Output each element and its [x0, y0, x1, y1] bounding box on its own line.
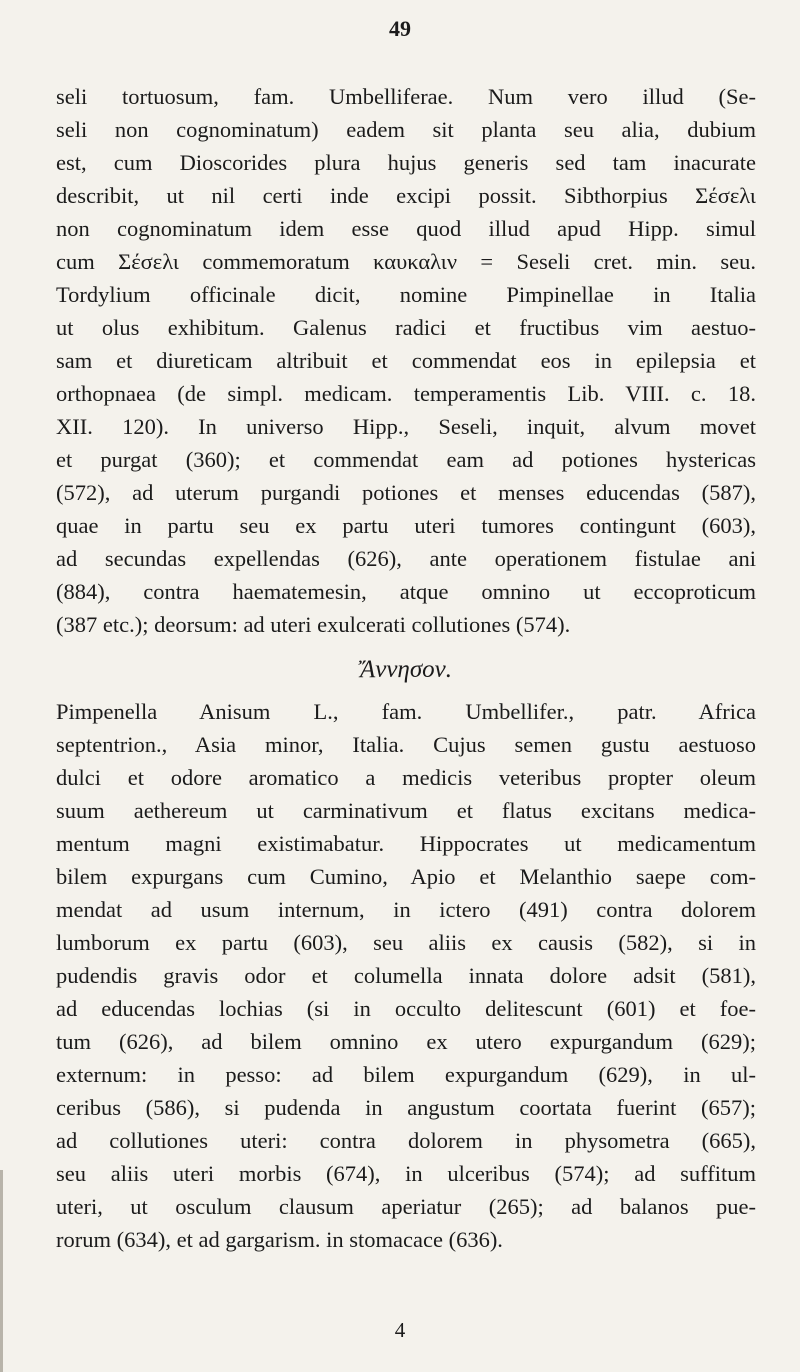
page-edge-shadow	[0, 1170, 3, 1372]
text-line: et purgat (360); et commendat eam ad potiones hystericas	[56, 447, 756, 472]
text-line: seli non cognominatum) eadem sit planta seu alia, dubium	[56, 117, 756, 142]
signature-mark: 4	[394, 1318, 406, 1342]
text-line: bilem expurgans cum Cumino, Apio et Melanthio saepe com-	[56, 864, 756, 889]
text-line: quae in partu seu ex partu uteri tumores contingunt (603),	[56, 513, 756, 538]
page-number: 49	[389, 16, 411, 41]
paragraph-seseli	[56, 80, 756, 641]
text-line: ceribus (586), si pudenda in angustum coortata fuerint (657);	[56, 1095, 756, 1120]
text-line: XII. 120). In universo Hipp., Seseli, inquit, alvum movet	[56, 414, 756, 439]
text-line: orthopnaea (de simpl. medicam. temperamentis Lib. VIII. c. 18.	[56, 381, 756, 406]
text-line: septentrion., Asia minor, Italia. Cujus semen gustu aestuoso	[56, 732, 756, 757]
paragraph-anisum	[56, 695, 756, 1256]
text-line: (572), ad uterum purgandi potiones et menses educendas (587),	[56, 480, 756, 505]
text-line: tum (626), ad bilem omnino ex utero expurgandum (629);	[56, 1029, 756, 1054]
text-line: cum Σέσελι commemoratum καυκαλιν = Seseli cret. min. seu.	[56, 249, 756, 274]
text-line: Pimpenella Anisum L., fam. Umbellifer., patr. Africa	[56, 699, 756, 724]
text-line: suum aethereum ut carminativum et flatus excitans medica-	[56, 798, 756, 823]
text-line: pudendis gravis odor et columella innata dolore adsit (581),	[56, 963, 756, 988]
text-line: ad educendas lochias (si in occulto delitescunt (601) et foe-	[56, 996, 756, 1021]
text-line: sam et diureticam altribuit et commendat eos in epilepsia et	[56, 348, 756, 373]
text-line: lumborum ex partu (603), seu aliis ex causis (582), si in	[56, 930, 756, 955]
section-heading-anison: Ἄννησον.	[359, 656, 453, 683]
text-line: (884), contra haematemesin, atque omnino ut eccoproticum	[56, 579, 756, 604]
text-line: mendat ad usum internum, in ictero (491) contra dolorem	[56, 897, 756, 922]
text-line: ut olus exhibitum. Galenus radici et fructibus vim aestuo-	[56, 315, 756, 340]
text-line: uteri, ut osculum clausum aperiatur (265); ad balanos pue-	[56, 1194, 756, 1219]
text-line: ad secundas expellendas (626), ante operationem fistulae ani	[56, 546, 756, 571]
text-column	[56, 80, 756, 1256]
text-line: non cognominatum idem esse quod illud apud Hipp. simul	[56, 216, 756, 241]
text-line: seli tortuosum, fam. Umbelliferae. Num vero illud (Se-	[56, 84, 756, 109]
text-line: dulci et odore aromatico a medicis veteribus propter oleum	[56, 765, 756, 790]
text-line: est, cum Dioscorides plura hujus generis sed tam inacurate	[56, 150, 756, 175]
text-line: mentum magni existimabatur. Hippocrates ut medicamentum	[56, 831, 756, 856]
text-line: Tordylium officinale dicit, nomine Pimpinellae in Italia	[56, 282, 756, 307]
text-line: describit, ut nil certi inde excipi possit. Sibthorpius Σέσελι	[56, 183, 756, 208]
text-line: (387 etc.); deorsum: ad uteri exulcerati collutiones (574).	[56, 612, 571, 637]
text-line: seu aliis uteri morbis (674), in ulceribus (574); ad suffitum	[56, 1161, 756, 1186]
text-line: ad collutiones uteri: contra dolorem in physometra (665),	[56, 1128, 756, 1153]
text-line: rorum (634), et ad gargarism. in stomacace (636).	[56, 1227, 503, 1252]
text-line: externum: in pesso: ad bilem expurgandum (629), in ul-	[56, 1062, 756, 1087]
